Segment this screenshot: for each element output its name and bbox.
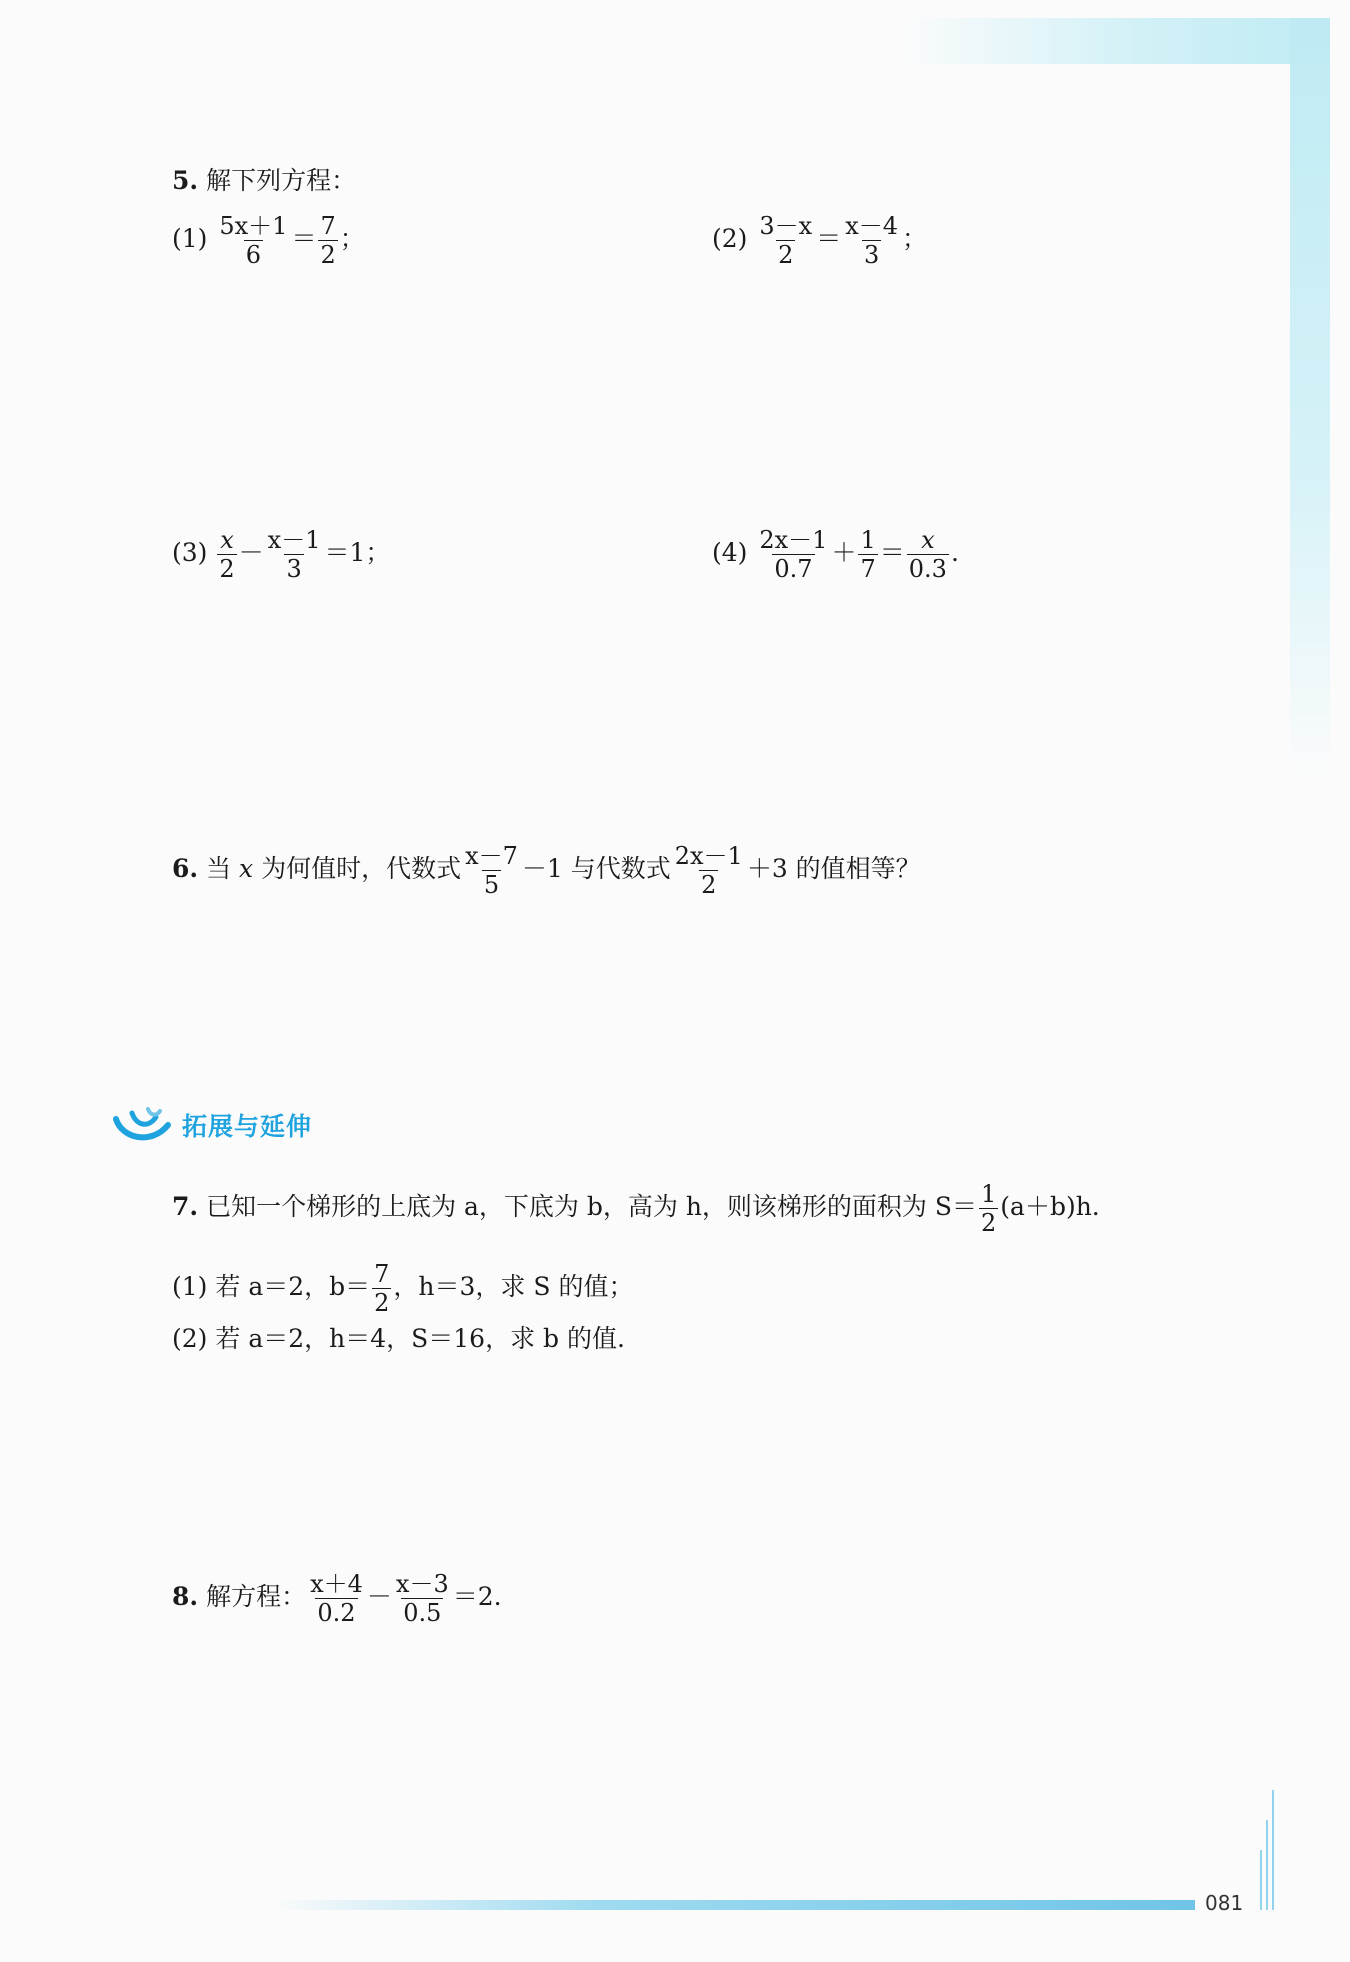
- denominator: 5: [483, 871, 500, 899]
- page-number: 081: [1205, 1891, 1244, 1915]
- decorative-band-right: [1290, 18, 1330, 778]
- section-header: [112, 1103, 312, 1147]
- numerator: 1: [860, 526, 876, 554]
- equals-sign: ＝: [816, 224, 842, 253]
- question-text: ，h＝3，求 S 的值；: [393, 1272, 634, 1301]
- question-text: －1 与代数式: [521, 854, 671, 883]
- question-text: 解下列方程：: [206, 166, 357, 195]
- numerator: x: [220, 526, 234, 554]
- numerator: 2x－1: [759, 526, 828, 554]
- fraction: [394, 1570, 451, 1627]
- part-label: (3): [172, 538, 208, 567]
- swirl-section-icon: [112, 1105, 174, 1145]
- question-6: [172, 842, 921, 899]
- question-text: 若 a＝2，h＝4，S＝16，求 b 的值.: [207, 1324, 625, 1353]
- denominator: 2: [320, 241, 336, 269]
- fraction: [757, 526, 829, 583]
- question-7: [172, 1180, 1100, 1237]
- numerator: 5x＋1: [219, 212, 288, 240]
- question-8: [172, 1570, 502, 1627]
- denominator: 0.2: [317, 1599, 356, 1627]
- question-5-part-1: [172, 212, 365, 269]
- fraction: [217, 212, 289, 269]
- decorative-bars-icon: [1258, 1790, 1278, 1910]
- decorative-band-top: [900, 18, 1330, 64]
- numerator: 7: [374, 1260, 390, 1288]
- denominator: 2: [374, 1289, 390, 1317]
- question-7-part-2: [172, 1324, 625, 1354]
- denominator: 2: [701, 871, 717, 899]
- numerator: x＋4: [310, 1570, 363, 1598]
- question-5-title: [172, 166, 356, 196]
- fraction: [266, 526, 323, 583]
- denominator: 7: [860, 555, 876, 583]
- numerator: x: [921, 526, 935, 554]
- operator: －: [366, 1582, 392, 1611]
- denominator: 0.5: [403, 1599, 442, 1627]
- numerator: x－4: [845, 212, 899, 240]
- denominator: 2: [981, 1209, 997, 1237]
- equals-sign: ＝: [291, 224, 317, 253]
- fraction: [308, 1570, 365, 1627]
- fraction: [318, 212, 337, 269]
- variable: x: [239, 854, 254, 883]
- right-hand-side: ＝1；: [324, 538, 391, 567]
- numerator: x－1: [267, 526, 321, 554]
- denominator: 3: [863, 241, 880, 269]
- question-5-part-2: [712, 212, 927, 269]
- numerator: x－7: [465, 842, 518, 870]
- question-text: 当: [206, 854, 240, 883]
- denominator: 2: [778, 241, 794, 269]
- denominator: 0.7: [774, 555, 813, 583]
- fraction: [757, 212, 814, 269]
- denominator: 2: [219, 555, 235, 583]
- question-text: 为何值时，代数式: [253, 854, 462, 883]
- numerator: 7: [320, 212, 336, 240]
- part-label: (1): [172, 224, 208, 253]
- fraction: [463, 842, 520, 899]
- part-label: (2): [712, 224, 748, 253]
- denominator: 6: [245, 241, 262, 269]
- part-label: (4): [712, 538, 748, 567]
- question-text: ＋3 的值相等？: [746, 854, 921, 883]
- question-number: 8.: [172, 1582, 199, 1611]
- question-5-part-3: [172, 526, 390, 583]
- punctuation: .: [950, 538, 959, 567]
- question-7-part-1: [172, 1260, 633, 1317]
- equals-sign: ＝: [879, 538, 905, 567]
- part-label: (2): [172, 1324, 208, 1353]
- operator: ＋: [831, 538, 857, 567]
- question-number: 5.: [172, 166, 199, 195]
- punctuation: ；: [902, 224, 928, 253]
- question-text: 若 a＝2，b＝: [207, 1272, 371, 1301]
- denominator: 0.3: [908, 555, 947, 583]
- operator: －: [238, 538, 264, 567]
- numerator: 1: [981, 1180, 997, 1208]
- numerator: 2x－1: [674, 842, 743, 870]
- numerator: x－3: [395, 1570, 449, 1598]
- question-text: 解方程：: [206, 1582, 307, 1611]
- footer-line: [270, 1900, 1195, 1910]
- fraction: [907, 526, 949, 583]
- fraction: [979, 1180, 998, 1237]
- numerator: 3－x: [759, 212, 813, 240]
- question-number: 6.: [172, 854, 199, 883]
- fraction: [673, 842, 745, 899]
- question-text: 已知一个梯形的上底为 a，下底为 b，高为 h，则该梯形的面积为 S＝: [206, 1192, 977, 1221]
- question-number: 7.: [172, 1192, 199, 1221]
- fraction: [372, 1260, 391, 1317]
- fraction: [217, 526, 236, 583]
- right-hand-side: ＝2.: [452, 1582, 502, 1611]
- part-label: (1): [172, 1272, 208, 1301]
- fraction: [843, 212, 900, 269]
- formula-tail: (a＋b)h.: [1000, 1192, 1100, 1221]
- punctuation: ；: [339, 224, 365, 253]
- denominator: 3: [286, 555, 302, 583]
- section-title: 拓展与延伸: [182, 1112, 313, 1141]
- fraction: [858, 526, 877, 583]
- question-5-part-4: [712, 526, 959, 583]
